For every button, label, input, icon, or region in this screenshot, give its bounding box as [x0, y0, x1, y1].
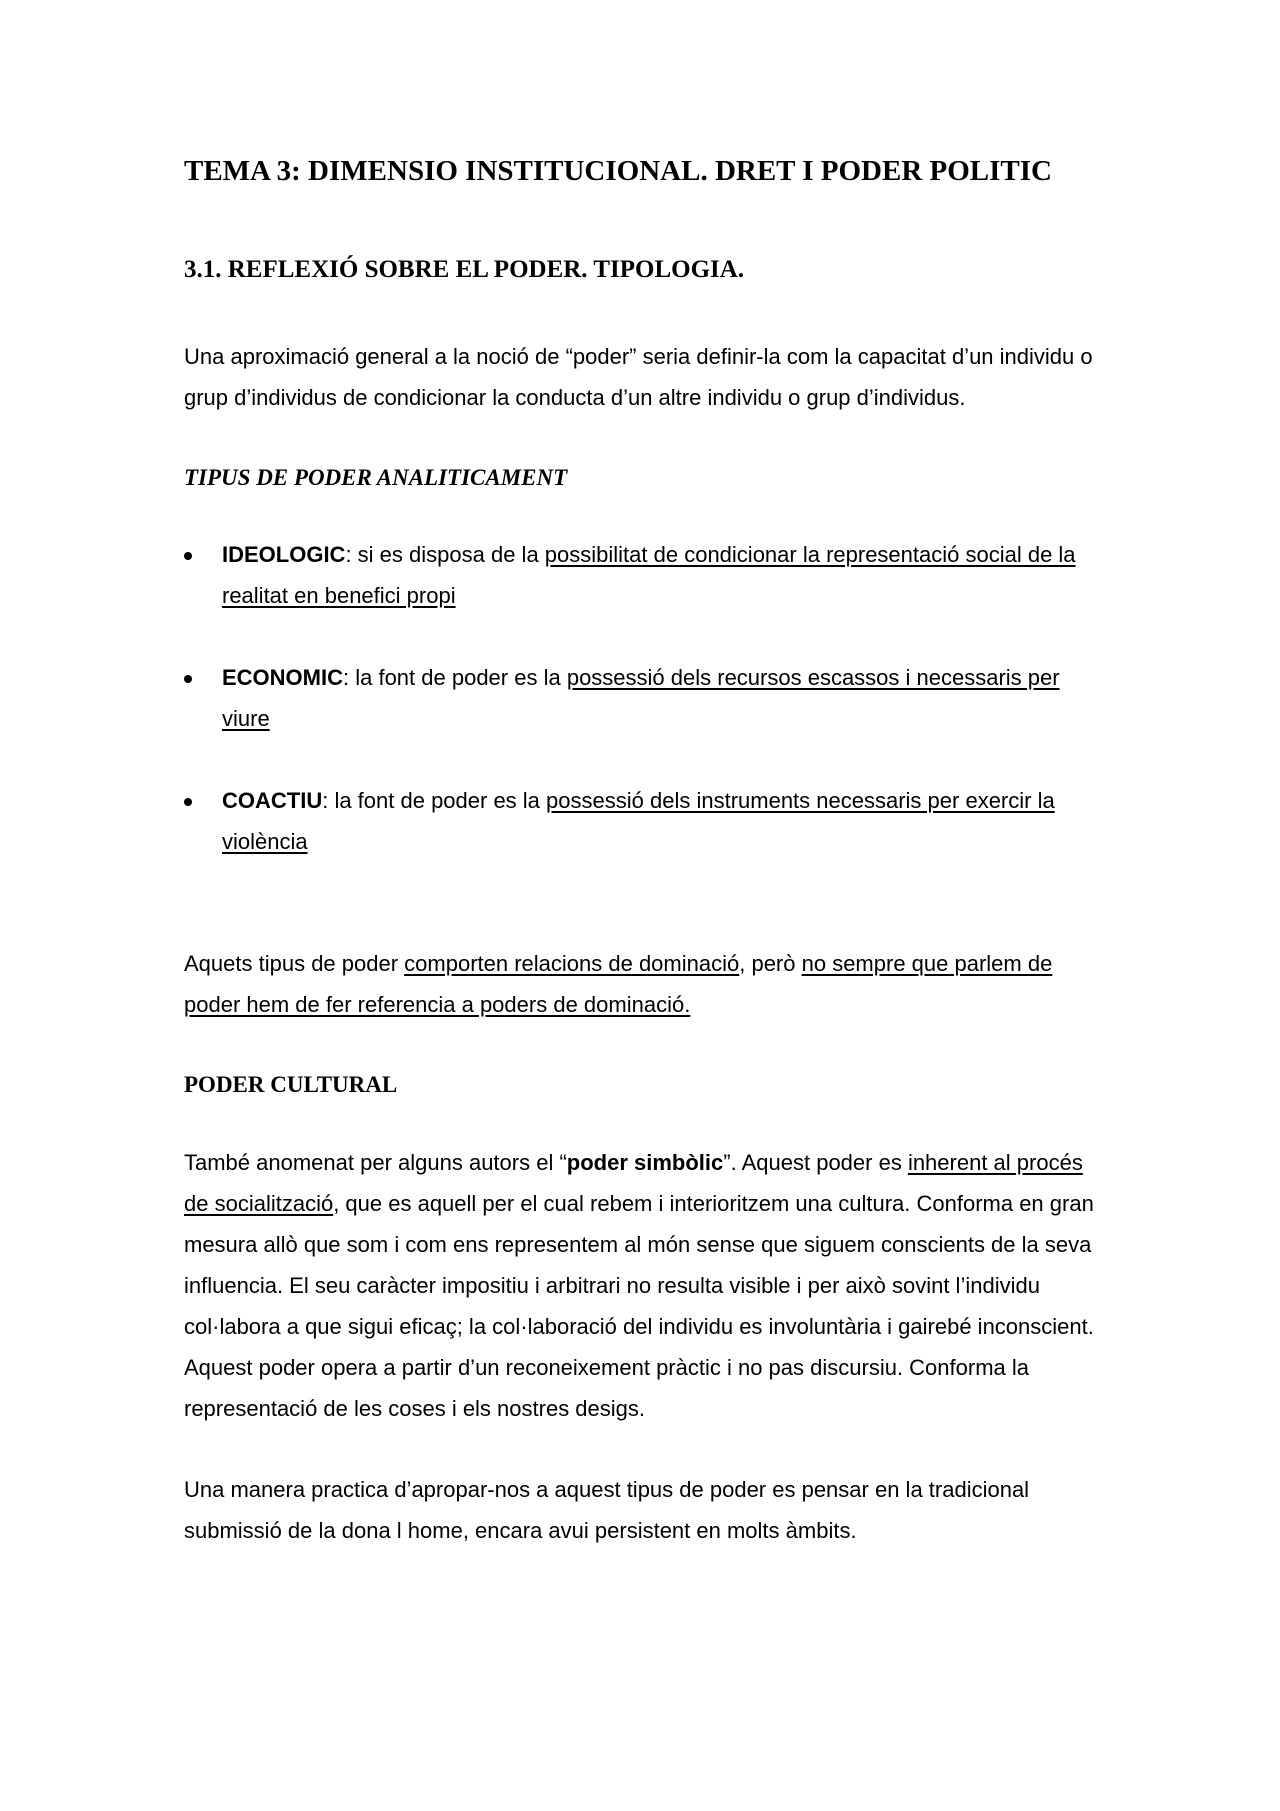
term-ideologic: IDEOLOGIC [222, 542, 346, 567]
list-item-economic [184, 657, 1104, 739]
domination-text-1: Aquets tipus de poder [184, 951, 405, 976]
lead-economic: : la font de poder es la [343, 665, 567, 690]
cultural-text-2: ”. Aquest poder es [723, 1150, 908, 1175]
bullet-icon [184, 798, 192, 806]
bullet-icon [184, 552, 192, 560]
cultural-heading: PODER CULTURAL [184, 1072, 398, 1097]
underlined-economic: possessió dels recursos escassos i necessaris per viure [222, 665, 1060, 731]
section-title: 3.1. REFLEXIÓ SOBRE EL PODER. TIPOLOGIA. [184, 256, 745, 283]
closing-paragraph: Una manera practica d’apropar-nos a aquest tipus de poder es pensar en la tradicional submissió de la dona l home, encara avui persistent en molts àmbits. [184, 1477, 1030, 1543]
list-item-ideologic [184, 534, 1104, 616]
domination-underlined-2: no sempre que parlem de poder hem de fer referencia a poders de dominació. [184, 951, 1053, 1017]
document-page [184, 150, 1104, 1551]
document-title: TEMA 3: DIMENSIO INSTITUCIONAL. DRET I PODER POLITIC [184, 155, 1053, 187]
domination-text-2: , però [739, 951, 802, 976]
intro-paragraph: Una aproximació general a la noció de “poder” seria definir-la com la capacitat d’un individu o grup d’individus de condicionar la conducta d’un altre individu o grup d’individus. [184, 344, 1093, 410]
cultural-paragraph-2: Aquest poder opera a partir d’un reconeixement pràctic i no pas discursiu. Conforma la representació de les coses i els nostres desigs. [184, 1355, 1030, 1421]
cultural-text-3: , que es aquell per el cual rebem i interioritzem una cultura. Conforma en gran mesura allò que som i com ens representem al món sense que siguem conscients de la seva influencia. El seu caràcter impositiu i arbitrari no resulta visible i per això sovint l’individu col·labora a que sigui eficaç; la col·laboració del individu es involuntària i gairebé inconscient. [184, 1191, 1094, 1339]
lead-ideologic: : si es disposa de la [345, 542, 545, 567]
term-economic: ECONOMIC [222, 665, 343, 690]
bullet-icon [184, 675, 192, 683]
cultural-text-1: També anomenat per alguns autors el “ [184, 1150, 567, 1175]
cultural-underlined: inherent al procés de socialització [184, 1150, 1083, 1216]
lead-coactiu: : la font de poder es la [322, 788, 547, 813]
underlined-ideologic: possibilitat de condicionar la representació social de la realitat en benefici propi [222, 542, 1076, 608]
term-coactiu: COACTIU [222, 788, 323, 813]
power-types-list [184, 534, 1104, 862]
cultural-bold: poder simbòlic [566, 1150, 724, 1175]
underlined-coactiu: possessió dels instruments necessaris per exercir la violència [222, 788, 1055, 854]
domination-underlined-1: comporten relacions de dominació [404, 951, 740, 976]
domination-paragraph [184, 943, 1104, 1025]
list-item-coactiu [184, 780, 1104, 862]
cultural-paragraph [184, 1142, 1104, 1347]
types-heading: TIPUS DE PODER ANALITICAMENT [184, 465, 568, 490]
